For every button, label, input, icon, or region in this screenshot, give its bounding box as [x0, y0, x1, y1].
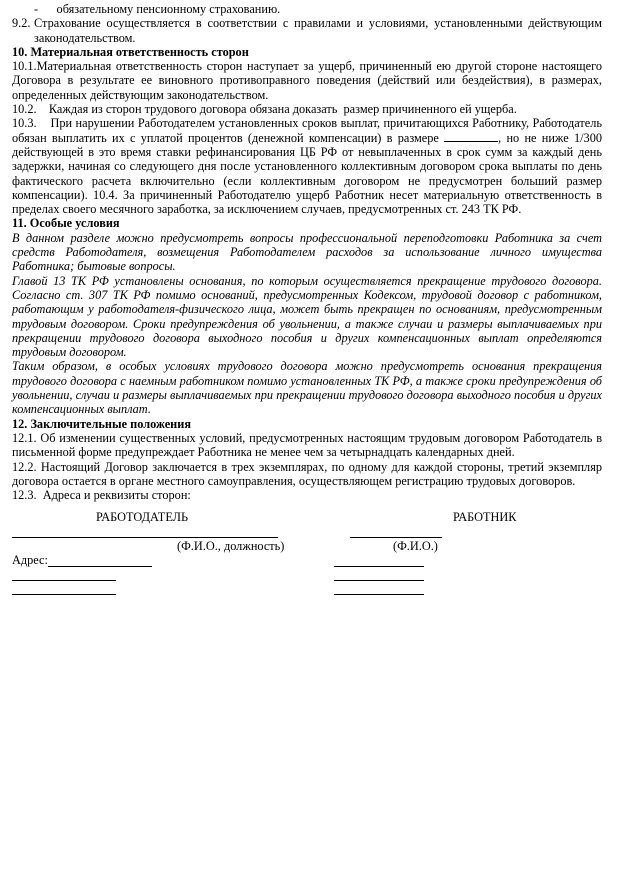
- address-line: [48, 566, 152, 567]
- paragraph-text: Страхование осуществляется в соответствии с правилами и условиями, установленными действующим законодательством.: [34, 16, 602, 45]
- blank-field: [444, 131, 498, 142]
- paragraph-10-2: 10.2. Каждая из сторон трудового договора обязана доказать размер причиненного ей ущерба.: [12, 102, 517, 117]
- paragraph-11-2: Главой 13 ТК РФ установлены основания, по которым осуществляется прекращение трудового договора. Согласно ст. 307 ТК РФ помимо оснований, предусмотренных Кодексом, трудовой договор с работником, работающим у работодателя-физического лица, может быть прекращен по основаниям, предусмотренным трудовым договором. Сроки предупреждения об увольнении, а также случаи и размеры выплачиваемых при прекращении трудового договора выходного пособия и других компенсационных выплат определяются трудовым договором.: [12, 273, 602, 360]
- employee-signature-line: [350, 537, 442, 538]
- paragraph-12-3: 12.3. Адреса и реквизиты сторон:: [12, 488, 191, 503]
- employer-signature-line: [12, 537, 278, 538]
- paragraph-10-3-end: , но не ниже 1/300 действующей в это время ставки рефинансирования ЦБ РФ от невыплаченных в срок сумм за каждый день задержки, начиная со следующего дня после установленного коллективным договором срока выплаты по день фактического расчета включительно (если коллективным договором не предусмотрен больший размер компенсации). 10.4. За причиненный Работодателю ущерб Работник несет материальную ответственность в пределах своего месячного заработка, за исключением случаев, предусмотренных ст. 243 ТК РФ.: [12, 130, 606, 217]
- employer-extra-line-2: [12, 594, 116, 595]
- paragraph-12-1: 12.1. Об изменении существенных условий, предусмотренных настоящим трудовым договором Работодатель в письменной форме предупреждает Работника не менее чем за четырнадцать календарных дней.: [12, 430, 602, 460]
- paragraph-10-3-start: 10.3. При нарушении Работодателем установленных сроков выплат, причитающихся Работнику, Работодатель обязан выплатить их с уплатой процентов (денежной компенсации) в размере: [12, 116, 606, 145]
- employee-label: РАБОТНИК: [453, 510, 517, 524]
- employer-label: РАБОТОДАТЕЛЬ: [96, 510, 189, 524]
- section-10-heading: 10. Материальная ответственность сторон: [12, 44, 249, 59]
- section-11-heading: 11. Особые условия: [12, 216, 120, 231]
- employee-caption: (Ф.И.О.): [393, 539, 438, 553]
- employer-caption: (Ф.И.О., должность): [177, 539, 285, 553]
- paragraph-12-2: 12.2. Настоящий Договор заключается в трех экземплярах, по одному для каждой стороны, третий экземпляр договора остается в органе местного самоуправления, осуществляющем регистрацию трудовых договоров.: [12, 459, 602, 488]
- employee-address-line-2: [334, 580, 424, 581]
- paragraph-number: 9.2.: [12, 16, 31, 31]
- signature-block: [12, 510, 612, 600]
- document-body: [12, 2, 606, 503]
- paragraph-11-1: В данном разделе можно предусмотреть вопросы профессиональной переподготовки Работника за счет средств Работодателя, возмещения Работодателем расходов за использование личного имущества Работника; бытовые вопросы.: [12, 230, 602, 274]
- section-12-heading: 12. Заключительные положения: [12, 416, 191, 431]
- paragraph-10-3: [12, 116, 606, 217]
- paragraph-10-1: 10.1.Материальная ответственность сторон наступает за ущерб, причиненный ею другой стороне настоящего Договора в результате ее виновного противоправного поведения (действий или бездействия), в размерах, определенных действующим законодательством.: [12, 59, 602, 102]
- address-label: Адрес:: [12, 553, 48, 567]
- bullet-text: обязательному пенсионному страхованию.: [56, 2, 281, 16]
- bullet-item: - обязательному пенсионному страхованию.: [34, 2, 281, 16]
- employee-address-line-3: [334, 594, 424, 595]
- paragraph-9-2: [12, 16, 602, 45]
- employer-extra-line-1: [12, 580, 116, 581]
- paragraph-11-3: Таким образом, в особых условиях трудового договора можно предусмотреть основания прекращения трудового договора с наемным работником помимо установленных ТК РФ, а также сроки предупреждения об увольнении, случаи и размеры выплачиваемых при прекращении трудового договора выходного пособия и других компенсационных выплат.: [12, 359, 602, 417]
- employee-address-line-1: [334, 566, 424, 567]
